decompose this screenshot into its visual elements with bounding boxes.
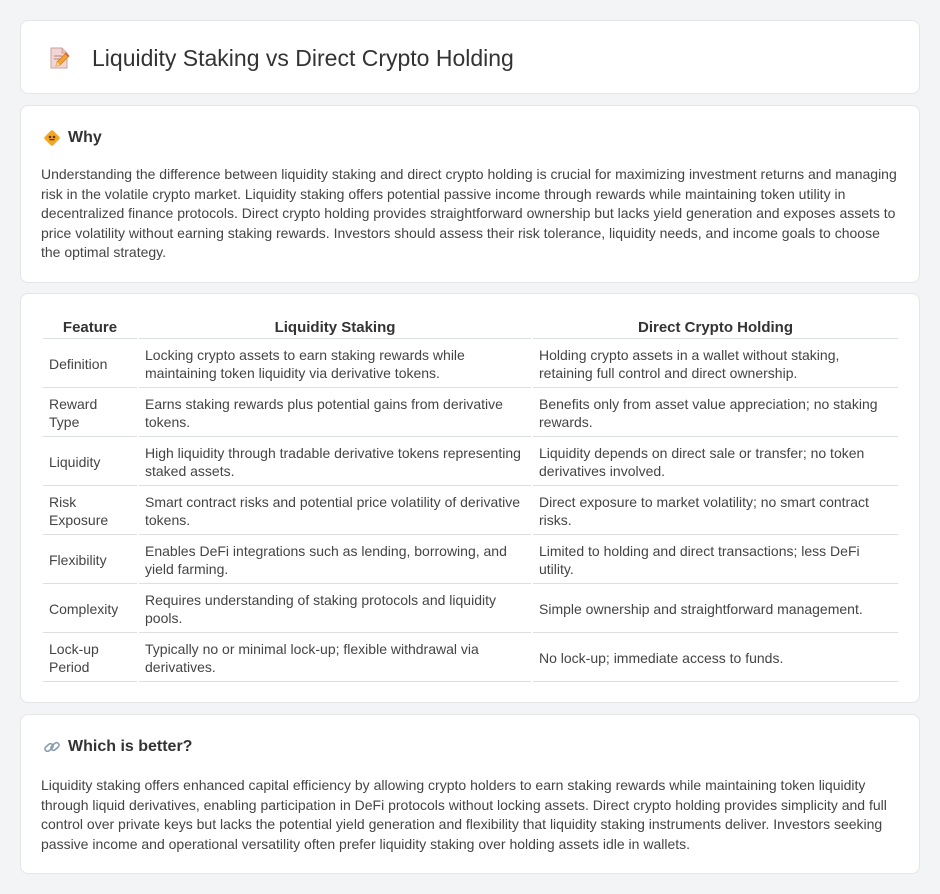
feature-cell: Reward Type [43, 390, 137, 437]
direct-holding-cell: Simple ownership and straightforward management. [533, 586, 898, 633]
feature-cell: Lock-up Period [43, 635, 137, 682]
header-card [20, 20, 920, 94]
liquidity-staking-cell: Enables DeFi integrations such as lending, borrowing, and yield farming. [139, 537, 531, 584]
table-row [43, 488, 898, 535]
feature-cell: Flexibility [43, 537, 137, 584]
link-icon [43, 738, 61, 756]
comparison-table [41, 314, 900, 684]
table-row [43, 537, 898, 584]
better-text: Liquidity staking offers enhanced capital efficiency by allowing crypto holders to earn staking rewards while maintaining token liquidity through liquid derivatives, enabling participation in DeFi protocols without locking assets. Direct crypto holding provides simplicity and full control over private keys but lacks the potential yield generation and flexibility that liquidity staking instruments deliver. Investors seeking passive income and operational versatility often prefer liquidity staking over holding assets idle in wallets. [41, 777, 887, 852]
why-section [20, 105, 920, 283]
liquidity-staking-cell: Requires understanding of staking protocols and liquidity pools. [139, 586, 531, 633]
why-heading: Why [68, 129, 102, 146]
table-row [43, 586, 898, 633]
liquidity-staking-cell: Typically no or minimal lock-up; flexible withdrawal via derivatives. [139, 635, 531, 682]
why-heading-row [43, 129, 102, 147]
table-header-row [43, 316, 898, 339]
table-row [43, 341, 898, 388]
table-row [43, 439, 898, 486]
feature-cell: Definition [43, 341, 137, 388]
feature-cell: Risk Exposure [43, 488, 137, 535]
direct-holding-cell: No lock-up; immediate access to funds. [533, 635, 898, 682]
column-header-feature: Feature [43, 316, 137, 339]
direct-holding-cell: Limited to holding and direct transactions; less DeFi utility. [533, 537, 898, 584]
direct-holding-cell: Liquidity depends on direct sale or transfer; no token derivatives involved. [533, 439, 898, 486]
feature-cell: Complexity [43, 586, 137, 633]
liquidity-staking-cell: Smart contract risks and potential price volatility of derivative tokens. [139, 488, 531, 535]
direct-holding-cell: Benefits only from asset value appreciation; no staking rewards. [533, 390, 898, 437]
column-header-liquidity-staking: Liquidity Staking [139, 316, 531, 339]
column-header-direct-holding: Direct Crypto Holding [533, 316, 898, 339]
page-title: Liquidity Staking vs Direct Crypto Holding [92, 45, 514, 71]
better-heading-row [43, 738, 192, 756]
document-pencil-icon [47, 46, 71, 70]
feature-cell: Liquidity [43, 439, 137, 486]
direct-holding-cell: Direct exposure to market volatility; no smart contract risks. [533, 488, 898, 535]
table-row [43, 390, 898, 437]
comparison-section [20, 293, 920, 703]
liquidity-staking-cell: Earns staking rewards plus potential gains from derivative tokens. [139, 390, 531, 437]
table-row [43, 635, 898, 682]
direct-holding-cell: Holding crypto assets in a wallet without staking, retaining full control and direct ownership. [533, 341, 898, 388]
liquidity-staking-cell: Locking crypto assets to earn staking rewards while maintaining token liquidity via derivative tokens. [139, 341, 531, 388]
better-heading: Which is better? [68, 738, 193, 755]
diamond-sign-icon [43, 129, 61, 147]
why-text: Understanding the difference between liquidity staking and direct crypto holding is crucial for maximizing investment returns and managing risk in the volatile crypto market. Liquidity staking offers potential passive income through rewards while maintaining token utility in decentralized finance protocols. Direct crypto holding provides straightforward ownership but lacks yield generation and exposes assets to price volatility without earning staking rewards. Investors should assess their risk tolerance, liquidity needs, and income goals to choose the optimal strategy. [41, 166, 897, 260]
which-is-better-section [20, 714, 920, 874]
liquidity-staking-cell: High liquidity through tradable derivative tokens representing staked assets. [139, 439, 531, 486]
